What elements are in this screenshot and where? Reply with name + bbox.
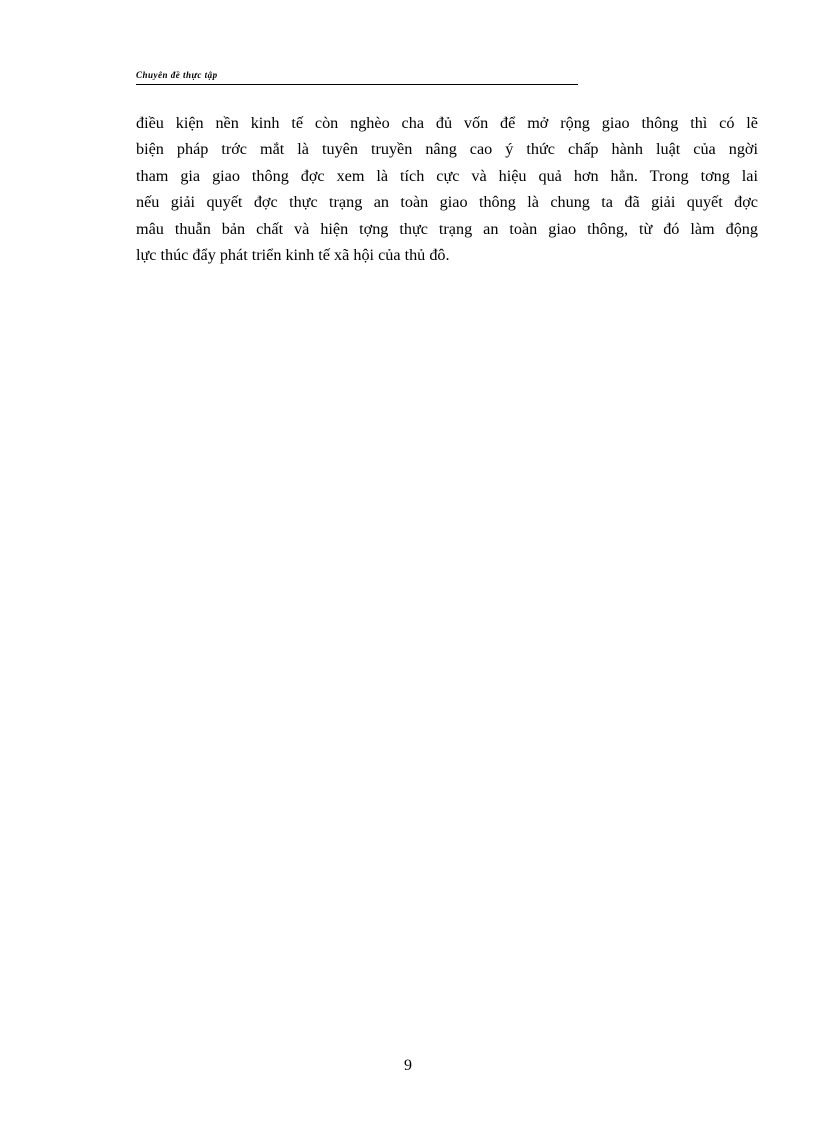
paragraph-line: nếu giải quyết đợc thực trạng an toàn giao thông là chung ta đã giải quyết đợc xyxy=(136,193,758,212)
page-number: 9 xyxy=(404,1057,412,1074)
paragraph-line: mâu thuẫn bản chất và hiện tợng thực trạng an toàn giao thông, từ đó làm động xyxy=(136,219,758,238)
paragraph-line: tham gia giao thông đợc xem là tích cực và hiệu quả hơn hẳn. Trong tơng lai xyxy=(136,166,758,185)
paragraph-line: điều kiện nền kinh tế còn nghèo cha đủ vốn để mở rộng giao thông thì có lẽ xyxy=(136,114,758,132)
header-title: Chuyên đề thực tập xyxy=(136,70,218,80)
body-paragraph xyxy=(136,110,758,268)
header-rule xyxy=(136,84,578,85)
page-header xyxy=(136,70,578,86)
paragraph-line: biện pháp trớc mắt là tuyên truyền nâng cao ý thức chấp hành luật của ngời xyxy=(136,140,758,159)
paragraph-line: lực thúc đẩy phát triển kinh tế xã hội của thủ đô. xyxy=(136,245,450,264)
